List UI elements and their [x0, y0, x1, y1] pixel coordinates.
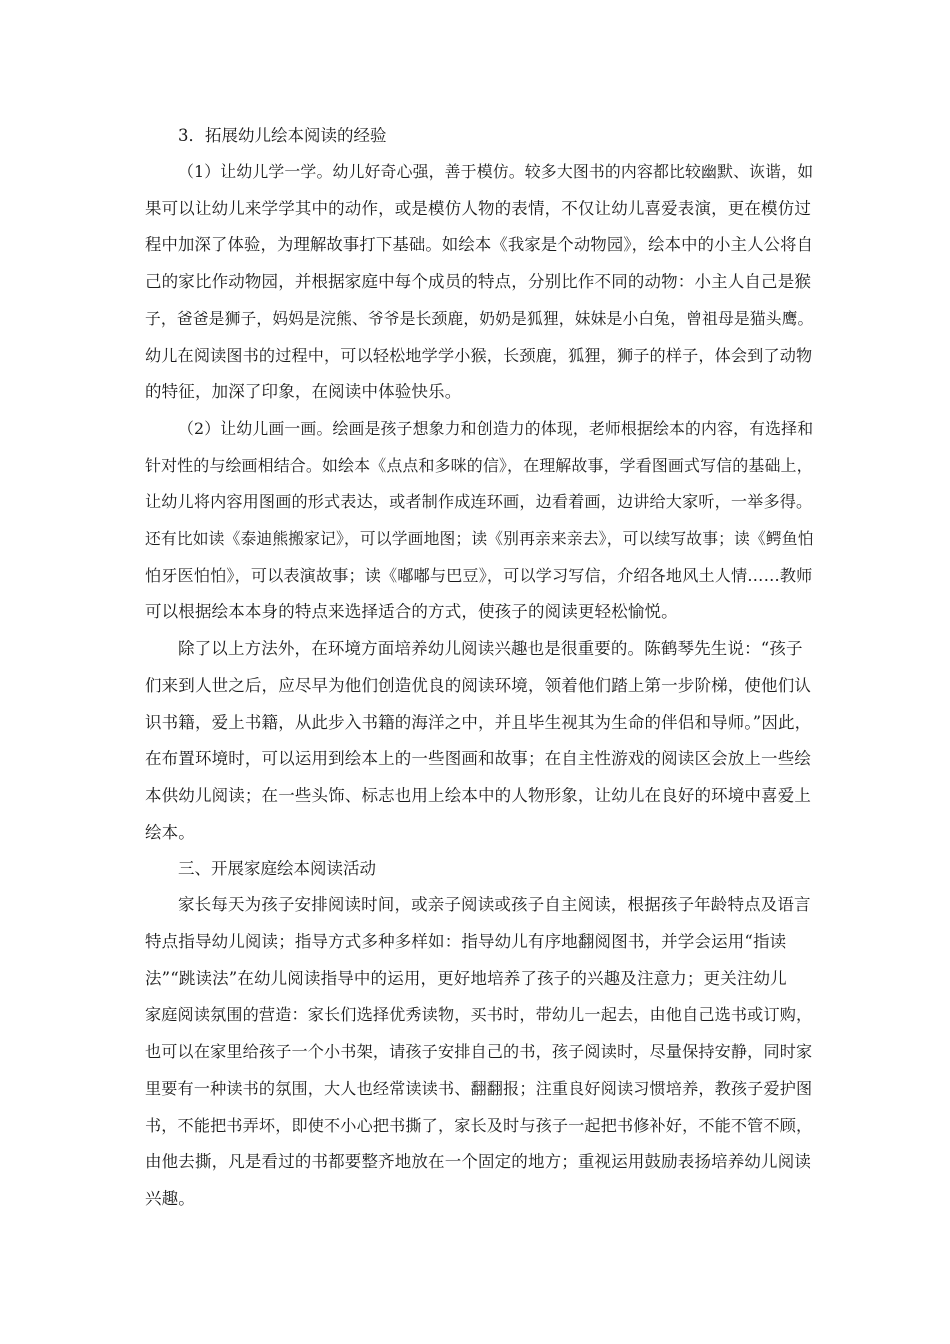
paragraph-line: 也可以在家里给孩子一个小书架，请孩子安排自己的书，孩子阅读时，尽量保持安静，同时家 [145, 1042, 813, 1062]
paragraph-line: 可以根据绘本本身的特点来选择适合的方式，使孩子的阅读更轻松愉悦。 [145, 602, 678, 622]
paragraph-line: 书，不能把书弄坏，即使不小心把书撕了，家长及时与孩子一起把书修补好，不能不管不顾， [145, 1115, 813, 1135]
paragraph-line: 法”“跳读法”在幼儿阅读指导中的运用，更好地培养了孩子的兴趣及注意力；更关注幼儿 [145, 968, 787, 988]
heading-family-reading: 三、开展家庭绘本阅读活动 [178, 859, 376, 879]
paragraph-line: 由他去撕，凡是看过的书都要整齐地放在一个固定的地方；重视运用鼓励表扬培养幼儿阅读 [145, 1152, 811, 1172]
paragraph-line: 让幼儿将内容用图画的形式表达，或者制作成连环画，边看着画，边讲给大家听，一举多得。 [145, 492, 813, 512]
paragraph-line: 家庭阅读氛围的营造：家长们选择优秀读物，买书时，带幼儿一起去，由他自己选书或订购， [145, 1005, 813, 1025]
paragraph-line: 绘本。 [145, 822, 195, 842]
paragraph-line: 里要有一种读书的氛围，大人也经常读读书、翻翻报；注重良好阅读习惯培养，教孩子爱护图 [145, 1078, 813, 1098]
paragraph-draw [145, 411, 813, 631]
paragraph-line: 识书籍，爱上书籍，从此步入书籍的海洋之中，并且毕生视其为生命的伴侣和导师。”因此， [145, 712, 812, 732]
paragraph-line: 己的家比作动物园，并根据家庭中每个成员的特点，分别比作不同的动物：小主人自己是猴 [145, 272, 811, 292]
paragraph-line: 果可以让幼儿来学学其中的动作，或是模仿人物的表情，不仅让幼儿喜爱表演，更在模仿过 [145, 198, 811, 218]
paragraph-line: 针对性的与绘画相结合。如绘本《点点和多咪的信》，在理解故事，学看图画式写信的基础上， [145, 455, 813, 475]
paragraph-line: 还有比如读《泰迪熊搬家记》，可以学画地图；读《别再亲来亲去》，可以续写故事；读《鳄鱼怕 [145, 529, 814, 549]
paragraph-line: （2）让幼儿画一画。绘画是孩子想象力和创造力的体现，老师根据绘本的内容，有选择和 [178, 418, 814, 438]
paragraph-learn [145, 154, 813, 411]
paragraph-line: 特点指导幼儿阅读；指导方式多种多样如：指导幼儿有序地翻阅图书，并学会运用“指读 [145, 932, 787, 952]
document-page [145, 118, 813, 1218]
paragraph-line: 本供幼儿阅读；在一些头饰、标志也用上绘本中的人物形象，让幼儿在良好的环境中喜爱上 [145, 785, 811, 805]
paragraph-environment [145, 631, 813, 851]
paragraph-family [145, 887, 813, 1217]
paragraph-line: 程中加深了体验，为理解故事打下基础。如绘本《我家是个动物园》，绘本中的小主人公将自 [145, 235, 814, 255]
paragraph-line: （1）让幼儿学一学。幼儿好奇心强，善于模仿。较多大图书的内容都比较幽默、诙谐，如 [178, 162, 814, 181]
paragraph-line: 的特征，加深了印象，在阅读中体验快乐。 [145, 382, 462, 402]
paragraph-line: 除了以上方法外，在环境方面培养幼儿阅读兴趣也是很重要的。陈鹤琴先生说：“孩子 [178, 639, 803, 659]
paragraph-line: 幼儿在阅读图书的过程中，可以轻松地学学小猴，长颈鹿，狐狸，狮子的样子，体会到了动物 [145, 345, 813, 365]
heading-expand-reading-experience: 3．拓展幼儿绘本阅读的经验 [178, 126, 387, 145]
paragraph-line: 们来到人世之后，应尽早为他们创造优良的阅读环境，领着他们踏上第一步阶梯，使他们认 [145, 675, 811, 695]
paragraph-line: 在布置环境时，可以运用到绘本上的一些图画和故事；在自主性游戏的阅读区会放上一些绘 [145, 749, 811, 769]
paragraph-line: 兴趣。 [145, 1188, 195, 1208]
paragraph-line: 家长每天为孩子安排阅读时间，或亲子阅读或孩子自主阅读，根据孩子年龄特点及语言 [178, 895, 811, 915]
paragraph-line: 怕牙医怕怕》，可以表演故事；读《嘟嘟与巴豆》，可以学习写信，介绍各地风土人情……教师 [145, 565, 813, 585]
paragraph-line: 子，爸爸是狮子，妈妈是浣熊、爷爷是长颈鹿，奶奶是狐狸，妹妹是小白兔，曾祖母是猫头鹰。 [145, 308, 814, 328]
